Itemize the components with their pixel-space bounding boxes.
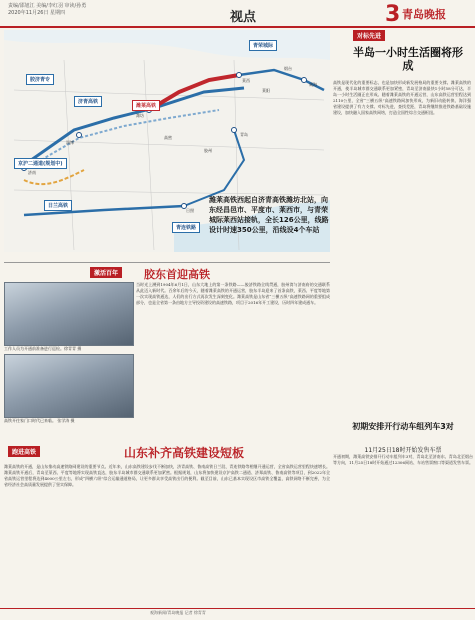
page-header [0, 0, 475, 28]
city-weifang: 潍坊 [136, 113, 144, 118]
label-jiqing: 济青高铁 [74, 96, 102, 107]
sidebar-subheadline: 初期安排开行动车组列车3对 [352, 422, 454, 431]
article-jiaodong-tag: 激活百年 [90, 267, 122, 278]
label-qinglian: 青连铁路 [172, 222, 200, 233]
label-qingrong: 青荣城际 [249, 40, 277, 51]
sidebar-column [333, 30, 473, 465]
article-jiaodong-title: 胶东首迎高铁 [144, 268, 210, 281]
article-shandong-body: 潍莱高铁的开通，是山东推动高速铁路网建设的重要节点。近年来，山东高铁建设步伐不断加快，济青高铁、鲁南高铁日兰段、青连铁路等相继开通运营，全省高铁运营里程快速增长。潍莱高铁开通后，青岛至莱西、平度等地将实现高铁直达，胶东半岛城市群交通联系更加紧密。根据规划，山东将加快建设京沪高铁二通道、济郑高铁、鲁南高铁等项目，到2022年全省高铁运营里程将达到4000公里左右，形成“四横六纵”综合运输通道格局，让更多群众享受高铁出行的便利。截至目前，山东已基本实现设区市高铁全覆盖，高铁网络不断完善，为全省经济社会高质量发展提供了坚实保障。 [4, 464, 330, 487]
header-date: 2020年11月26日 星期四 [8, 10, 66, 16]
label-rilan: 日兰高铁 [44, 200, 72, 211]
page-number: 3 [385, 2, 401, 27]
city-laixi: 莱西 [242, 78, 250, 83]
article-jiaodong-body: 当时光上溯到1904年6月1日，山东大地上的第一条铁路——胶济铁路全线贯通，胶州湾与济南府的交通联系从此迈入新时代。百余年后的今天，随着潍莱高铁的开通运营，胶东半岛迎来了首条高铁，莱西、平度等地第一次实现高铁通达，人们的出行方式再次发生深刻变化。潍莱高铁是山东省“三横五纵”高速铁路网的重要组成部分，也是全省第一条由地方主导投资建设的高速铁路，项目于2016年开工建设，历时四年建成通车。 [136, 282, 330, 305]
map-caption: 潍莱高铁西起自济青高铁潍坊北站，向东经昌邑市、平度市、莱西市，与青荣城际莱西站接轨，全长126公里，线路设计时速350公里，沿线设4个车站 [209, 196, 329, 234]
city-yantai: 烟台 [284, 66, 292, 71]
photo-inspection [4, 282, 134, 346]
footer-text: 观海新闻/青岛晚报 记者 徐青青 [150, 610, 206, 615]
label-weilai: 潍莱高铁 [132, 100, 160, 111]
article-jiaodong-header [4, 262, 330, 281]
sidebar-tag: 对标先进 [353, 30, 385, 41]
header-meta [8, 3, 86, 17]
city-rizhao: 日照 [186, 208, 194, 213]
city-laiyang: 莱阳 [262, 88, 270, 93]
city-jinan: 济南 [28, 170, 36, 175]
article-shandong-tag: 跑进高铁 [8, 446, 40, 457]
article-shandong [4, 440, 474, 605]
photo-train [4, 354, 134, 418]
city-zibo: 淄博 [66, 140, 74, 145]
label-jinghu: 京沪二通道(规划中) [14, 158, 67, 169]
city-weihai: 威海 [309, 82, 317, 87]
article-shandong-title: 山东补齐高铁建设短板 [124, 446, 245, 460]
page-footer [0, 608, 475, 619]
sidebar-sub-body: 开通初期，潍莱高铁安排开行动车组列车3对，青岛北至济南东、青岛北至烟台等方向，11月25日18时开始通过12306网站、车站售票窗口等渠道发售车票。 [333, 454, 473, 465]
article-jiaodong [4, 262, 330, 427]
city-gaomi: 高密 [164, 135, 172, 140]
railway-map [4, 30, 330, 252]
sidebar-headline: 半岛一小时生活圈将形成 [353, 46, 463, 72]
photo-inspection-caption: 工作人员为开通前准备进行巡检。徐青青 摄 [4, 346, 82, 351]
city-qingdao: 青岛 [240, 132, 248, 137]
section-name: 视点 [230, 10, 257, 25]
sidebar-subheadline-2: 11月25日18时开始发售车票 [364, 447, 442, 454]
newspaper-brand: 青岛晚报 [402, 8, 446, 21]
city-jiaozhou: 胶州 [204, 148, 212, 153]
photo-train-caption: 高铁开往家门口时代已来临。 张学涛 摄 [4, 418, 75, 423]
header-editors: 责编/邵旭江 美编/李红羽 审读/孙勇 [8, 3, 87, 9]
sidebar-body: 高铁是现代化的重要标志，也是加快形成新发展格局的重要支撑。潍莱高铁的开通，使半岛城市群交通联系更加紧密，青岛至济南最快1小时58分可达，半岛一小时生活圈正在形成。随着潍莱高铁的开通运营，山东高铁运营里程达到2110公里，全省“三横五纵”高速铁路网加快形成，为新旧动能转换、海洋强省建设提供了有力支撑。对标先进，查找差距，青岛将继续推进铁路基础设施建设，加快融入国家高铁网络，打造全国性综合交通枢纽。 [333, 80, 471, 115]
label-jiaoji: 胶济青专 [26, 74, 54, 85]
